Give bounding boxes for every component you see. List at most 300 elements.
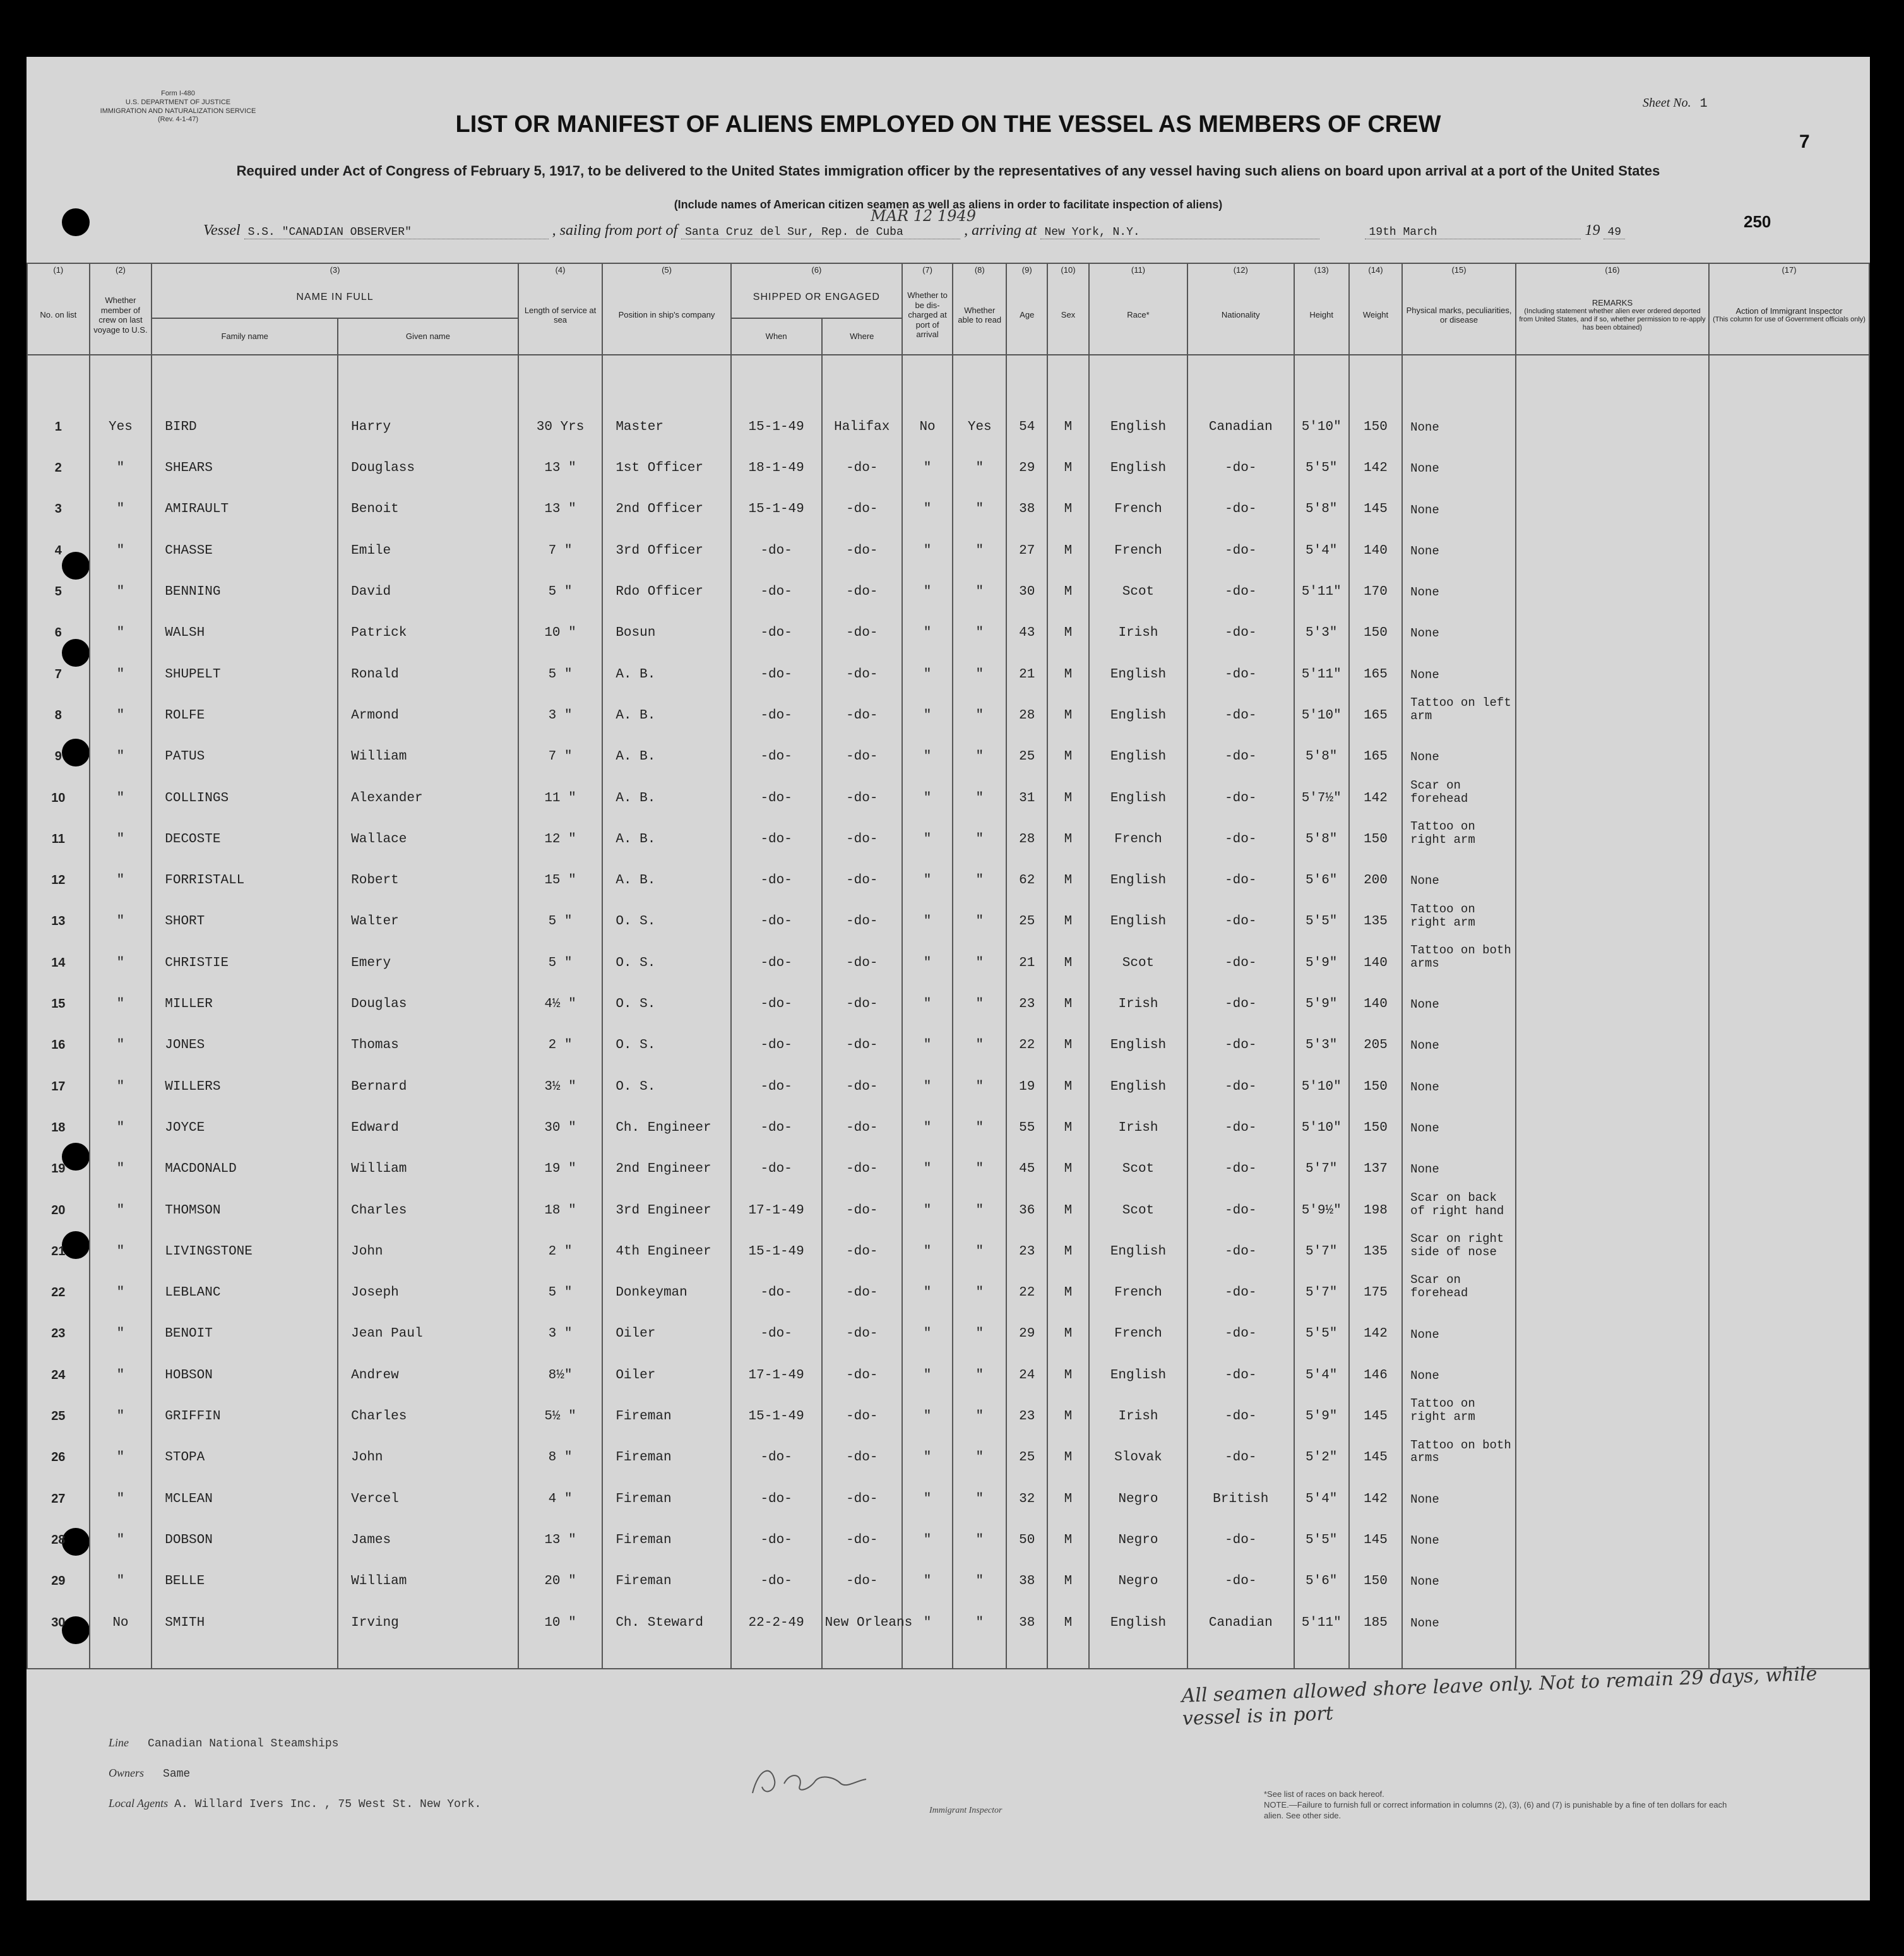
shipped-where: -do- bbox=[822, 682, 902, 723]
remarks-cell bbox=[1516, 1011, 1709, 1053]
sex: M bbox=[1047, 929, 1089, 970]
shipped-where: -do- bbox=[822, 847, 902, 888]
race: Negro bbox=[1089, 1506, 1187, 1548]
footer-agents-value: A. Willard Ivers Inc. , 75 West St. New York. bbox=[174, 1798, 482, 1811]
shipped-where: -do- bbox=[822, 764, 902, 805]
length-of-service: 13 " bbox=[518, 475, 603, 516]
table-row bbox=[27, 393, 1869, 434]
family-name: MACDONALD bbox=[152, 1135, 338, 1176]
shipped-when: -do- bbox=[731, 1053, 822, 1094]
table-row bbox=[27, 1300, 1869, 1341]
header-position: Position in ship's company bbox=[602, 277, 730, 355]
weight: 145 bbox=[1349, 1424, 1402, 1465]
physical-marks: None bbox=[1402, 599, 1516, 640]
page-subtitle-note: (Include names of American citizen seamen as well as aliens in order to facilitate inspection of aliens) bbox=[674, 198, 1223, 211]
row-number: 12 bbox=[27, 847, 90, 888]
member-last-voyage: " bbox=[90, 1383, 152, 1424]
given-name: Robert bbox=[338, 847, 518, 888]
length-of-service: 12 " bbox=[518, 806, 603, 847]
nationality: -do- bbox=[1187, 434, 1294, 475]
able-to-read: " bbox=[953, 1589, 1006, 1630]
column-number: (14) bbox=[1349, 263, 1402, 277]
position: Ch. Engineer bbox=[602, 1094, 730, 1135]
sex: M bbox=[1047, 434, 1089, 475]
row-number: 8 bbox=[27, 682, 90, 723]
length-of-service: 18 " bbox=[518, 1176, 603, 1217]
physical-marks: Tattoo on both arms bbox=[1402, 929, 1516, 970]
action-cell bbox=[1709, 1176, 1869, 1217]
row-number: 15 bbox=[27, 970, 90, 1011]
height: 5'7" bbox=[1294, 1259, 1349, 1300]
row-number: 16 bbox=[27, 1011, 90, 1053]
shipped-where: -do- bbox=[822, 1341, 902, 1382]
action-cell bbox=[1709, 640, 1869, 681]
age: 38 bbox=[1006, 475, 1047, 516]
action-cell bbox=[1709, 475, 1869, 516]
sex: M bbox=[1047, 970, 1089, 1011]
shipped-where: -do- bbox=[822, 723, 902, 764]
race: English bbox=[1089, 393, 1187, 434]
sex: M bbox=[1047, 1300, 1089, 1341]
shipped-when: -do- bbox=[731, 516, 822, 558]
weight: 175 bbox=[1349, 1259, 1402, 1300]
able-to-read: " bbox=[953, 1424, 1006, 1465]
corner-number: 7 bbox=[1799, 131, 1810, 152]
weight: 150 bbox=[1349, 1053, 1402, 1094]
member-last-voyage: No bbox=[90, 1589, 152, 1630]
family-name: WALSH bbox=[152, 599, 338, 640]
race: Irish bbox=[1089, 1094, 1187, 1135]
length-of-service: 11 " bbox=[518, 764, 603, 805]
remarks-cell bbox=[1516, 1259, 1709, 1300]
header-where: Where bbox=[822, 318, 902, 355]
table-row bbox=[27, 1506, 1869, 1548]
sex: M bbox=[1047, 723, 1089, 764]
action-cell bbox=[1709, 764, 1869, 805]
shipped-where: -do- bbox=[822, 1094, 902, 1135]
race: Scot bbox=[1089, 558, 1187, 599]
race: English bbox=[1089, 888, 1187, 929]
header-length-of-service: Length of service at sea bbox=[518, 277, 603, 355]
able-to-read: " bbox=[953, 847, 1006, 888]
member-last-voyage: " bbox=[90, 1465, 152, 1506]
sex: M bbox=[1047, 1589, 1089, 1630]
action-cell bbox=[1709, 682, 1869, 723]
shipped-where: -do- bbox=[822, 1548, 902, 1589]
length-of-service: 8½" bbox=[518, 1341, 603, 1382]
shipped-when: -do- bbox=[731, 723, 822, 764]
weight: 165 bbox=[1349, 723, 1402, 764]
table-row bbox=[27, 1341, 1869, 1382]
nationality: -do- bbox=[1187, 806, 1294, 847]
race: English bbox=[1089, 1589, 1187, 1630]
shipped-where: Halifax bbox=[822, 393, 902, 434]
age: 22 bbox=[1006, 1011, 1047, 1053]
able-to-read: " bbox=[953, 1300, 1006, 1341]
position: Fireman bbox=[602, 1506, 730, 1548]
position: 3rd Officer bbox=[602, 516, 730, 558]
height: 5'7" bbox=[1294, 1218, 1349, 1259]
length-of-service: 20 " bbox=[518, 1548, 603, 1589]
sex: M bbox=[1047, 1094, 1089, 1135]
family-name: JOYCE bbox=[152, 1094, 338, 1135]
physical-marks: None bbox=[1402, 1011, 1516, 1053]
remarks-cell bbox=[1516, 434, 1709, 475]
sex: M bbox=[1047, 516, 1089, 558]
position: Fireman bbox=[602, 1424, 730, 1465]
age: 30 bbox=[1006, 558, 1047, 599]
height: 5'6" bbox=[1294, 847, 1349, 888]
row-number: 22 bbox=[27, 1259, 90, 1300]
sex: M bbox=[1047, 1135, 1089, 1176]
shipped-when: -do- bbox=[731, 1506, 822, 1548]
height: 5'5" bbox=[1294, 434, 1349, 475]
crew-table bbox=[27, 263, 1870, 1669]
age: 55 bbox=[1006, 1094, 1047, 1135]
shipped-where: -do- bbox=[822, 1506, 902, 1548]
length-of-service: 30 Yrs bbox=[518, 393, 603, 434]
row-number: 7 bbox=[27, 640, 90, 681]
given-name: Alexander bbox=[338, 764, 518, 805]
to-be-discharged: " bbox=[902, 475, 953, 516]
column-number: (5) bbox=[602, 263, 730, 277]
remarks-cell bbox=[1516, 723, 1709, 764]
row-number: 28 bbox=[27, 1506, 90, 1548]
given-name: David bbox=[338, 558, 518, 599]
row-number: 10 bbox=[27, 764, 90, 805]
remarks-cell bbox=[1516, 888, 1709, 929]
column-number: (2) bbox=[90, 263, 152, 277]
position: Fireman bbox=[602, 1465, 730, 1506]
shipped-where: -do- bbox=[822, 1053, 902, 1094]
action-cell bbox=[1709, 888, 1869, 929]
member-last-voyage: " bbox=[90, 434, 152, 475]
weight: 142 bbox=[1349, 1465, 1402, 1506]
given-name: James bbox=[338, 1506, 518, 1548]
family-name: THOMSON bbox=[152, 1176, 338, 1217]
able-to-read: " bbox=[953, 1094, 1006, 1135]
able-to-read: " bbox=[953, 764, 1006, 805]
age: 23 bbox=[1006, 1218, 1047, 1259]
weight: 140 bbox=[1349, 929, 1402, 970]
height: 5'11" bbox=[1294, 558, 1349, 599]
nationality: -do- bbox=[1187, 723, 1294, 764]
height: 5'5" bbox=[1294, 1506, 1349, 1548]
weight: 205 bbox=[1349, 1011, 1402, 1053]
height: 5'4" bbox=[1294, 1341, 1349, 1382]
shipped-where: -do- bbox=[822, 1259, 902, 1300]
action-cell bbox=[1709, 393, 1869, 434]
table-row bbox=[27, 682, 1869, 723]
given-name: William bbox=[338, 1135, 518, 1176]
column-number: (8) bbox=[953, 263, 1006, 277]
nationality: -do- bbox=[1187, 1259, 1294, 1300]
race: English bbox=[1089, 1341, 1187, 1382]
shipped-when: 15-1-49 bbox=[731, 475, 822, 516]
remarks-cell bbox=[1516, 475, 1709, 516]
nationality: -do- bbox=[1187, 1053, 1294, 1094]
footer-line bbox=[109, 1736, 338, 1750]
header-nationality: Nationality bbox=[1187, 277, 1294, 355]
age: 23 bbox=[1006, 1383, 1047, 1424]
physical-marks: None bbox=[1402, 723, 1516, 764]
action-cell bbox=[1709, 929, 1869, 970]
table-row bbox=[27, 1135, 1869, 1176]
footnote-penalty: NOTE.—Failure to furnish full or correct information in columns (2), (3), (6) and (7) is punishable by a fine of ten dollars for each alien. See other side. bbox=[1264, 1799, 1727, 1820]
physical-marks: None bbox=[1402, 393, 1516, 434]
to-be-discharged: " bbox=[902, 682, 953, 723]
physical-marks: Tattoo on left arm bbox=[1402, 682, 1516, 723]
height: 5'10" bbox=[1294, 393, 1349, 434]
shipped-when: 17-1-49 bbox=[731, 1341, 822, 1382]
height: 5'4" bbox=[1294, 516, 1349, 558]
table-row bbox=[27, 970, 1869, 1011]
shipped-where: -do- bbox=[822, 1011, 902, 1053]
to-be-discharged: " bbox=[902, 888, 953, 929]
given-name: William bbox=[338, 723, 518, 764]
position: Fireman bbox=[602, 1383, 730, 1424]
height: 5'3" bbox=[1294, 599, 1349, 640]
column-number: (10) bbox=[1047, 263, 1089, 277]
position: O. S. bbox=[602, 929, 730, 970]
remarks-cell bbox=[1516, 393, 1709, 434]
table-row bbox=[27, 723, 1869, 764]
family-name: PATUS bbox=[152, 723, 338, 764]
given-name: Patrick bbox=[338, 599, 518, 640]
physical-marks: None bbox=[1402, 434, 1516, 475]
weight: 150 bbox=[1349, 599, 1402, 640]
member-last-voyage: " bbox=[90, 1506, 152, 1548]
member-last-voyage: " bbox=[90, 929, 152, 970]
given-name: Irving bbox=[338, 1589, 518, 1630]
nationality: -do- bbox=[1187, 682, 1294, 723]
nationality: -do- bbox=[1187, 1383, 1294, 1424]
able-to-read: " bbox=[953, 1011, 1006, 1053]
member-last-voyage: " bbox=[90, 1011, 152, 1053]
race: Negro bbox=[1089, 1465, 1187, 1506]
age: 25 bbox=[1006, 888, 1047, 929]
sex: M bbox=[1047, 888, 1089, 929]
race: English bbox=[1089, 1053, 1187, 1094]
position: O. S. bbox=[602, 970, 730, 1011]
weight: 185 bbox=[1349, 1589, 1402, 1630]
member-last-voyage: Yes bbox=[90, 393, 152, 434]
to-be-discharged: " bbox=[902, 764, 953, 805]
able-to-read: " bbox=[953, 970, 1006, 1011]
nationality: -do- bbox=[1187, 764, 1294, 805]
member-last-voyage: " bbox=[90, 1341, 152, 1382]
able-to-read: " bbox=[953, 475, 1006, 516]
remarks-cell bbox=[1516, 1383, 1709, 1424]
physical-marks: None bbox=[1402, 1135, 1516, 1176]
able-to-read: " bbox=[953, 888, 1006, 929]
position: A. B. bbox=[602, 847, 730, 888]
row-number: 6 bbox=[27, 599, 90, 640]
family-name: DECOSTE bbox=[152, 806, 338, 847]
nationality: -do- bbox=[1187, 1506, 1294, 1548]
height: 5'7" bbox=[1294, 1135, 1349, 1176]
action-cell bbox=[1709, 1341, 1869, 1382]
remarks-cell bbox=[1516, 970, 1709, 1011]
physical-marks: None bbox=[1402, 1300, 1516, 1341]
nationality: -do- bbox=[1187, 1341, 1294, 1382]
column-number: (11) bbox=[1089, 263, 1187, 277]
physical-marks: Scar on forehead bbox=[1402, 764, 1516, 805]
shipped-where: -do- bbox=[822, 1135, 902, 1176]
family-name: DOBSON bbox=[152, 1506, 338, 1548]
position: Ch. Steward bbox=[602, 1589, 730, 1630]
physical-marks: None bbox=[1402, 847, 1516, 888]
nationality: -do- bbox=[1187, 888, 1294, 929]
physical-marks: None bbox=[1402, 1341, 1516, 1382]
race: English bbox=[1089, 682, 1187, 723]
shipped-where: -do- bbox=[822, 516, 902, 558]
row-number: 19 bbox=[27, 1135, 90, 1176]
position: O. S. bbox=[602, 1011, 730, 1053]
table-row bbox=[27, 558, 1869, 599]
height: 5'10" bbox=[1294, 1053, 1349, 1094]
column-number: (1) bbox=[27, 263, 90, 277]
row-number: 9 bbox=[27, 723, 90, 764]
given-name: Douglas bbox=[338, 970, 518, 1011]
nationality: -do- bbox=[1187, 1218, 1294, 1259]
given-name: Charles bbox=[338, 1176, 518, 1217]
physical-marks: Tattoo on both arms bbox=[1402, 1424, 1516, 1465]
member-last-voyage: " bbox=[90, 1424, 152, 1465]
weight: 170 bbox=[1349, 558, 1402, 599]
row-number: 13 bbox=[27, 888, 90, 929]
family-name: LEBLANC bbox=[152, 1259, 338, 1300]
weight: 140 bbox=[1349, 516, 1402, 558]
row-number: 1 bbox=[27, 393, 90, 434]
table-row bbox=[27, 888, 1869, 929]
given-name: Vercel bbox=[338, 1465, 518, 1506]
weight: 150 bbox=[1349, 393, 1402, 434]
member-last-voyage: " bbox=[90, 970, 152, 1011]
to-be-discharged: No bbox=[902, 393, 953, 434]
nationality: -do- bbox=[1187, 599, 1294, 640]
sex: M bbox=[1047, 1424, 1089, 1465]
given-name: Andrew bbox=[338, 1341, 518, 1382]
family-name: ROLFE bbox=[152, 682, 338, 723]
sex: M bbox=[1047, 1259, 1089, 1300]
form-number: Form I-480 bbox=[161, 90, 195, 97]
remarks-cell bbox=[1516, 558, 1709, 599]
age: 21 bbox=[1006, 640, 1047, 681]
height: 5'4" bbox=[1294, 1465, 1349, 1506]
sex: M bbox=[1047, 558, 1089, 599]
shipped-where: -do- bbox=[822, 558, 902, 599]
shipped-where: -do- bbox=[822, 1465, 902, 1506]
age: 38 bbox=[1006, 1548, 1047, 1589]
nationality: Canadian bbox=[1187, 393, 1294, 434]
to-be-discharged: " bbox=[902, 929, 953, 970]
member-last-voyage: " bbox=[90, 723, 152, 764]
member-last-voyage: " bbox=[90, 1548, 152, 1589]
handwritten-number: 250 bbox=[1744, 212, 1771, 231]
given-name: Ronald bbox=[338, 640, 518, 681]
action-cell bbox=[1709, 516, 1869, 558]
physical-marks: None bbox=[1402, 1465, 1516, 1506]
nationality: Canadian bbox=[1187, 1589, 1294, 1630]
family-name: SHEARS bbox=[152, 434, 338, 475]
weight: 150 bbox=[1349, 806, 1402, 847]
race: Negro bbox=[1089, 1548, 1187, 1589]
member-last-voyage: " bbox=[90, 599, 152, 640]
member-last-voyage: " bbox=[90, 1053, 152, 1094]
header-family-name: Family name bbox=[152, 318, 338, 355]
given-name: Joseph bbox=[338, 1259, 518, 1300]
remarks-cell bbox=[1516, 1094, 1709, 1135]
table-row bbox=[27, 1218, 1869, 1259]
remarks-cell bbox=[1516, 847, 1709, 888]
family-name: SHUPELT bbox=[152, 640, 338, 681]
sex: M bbox=[1047, 393, 1089, 434]
to-be-discharged: " bbox=[902, 1300, 953, 1341]
binder-hole bbox=[62, 208, 90, 236]
remarks-cell bbox=[1516, 1548, 1709, 1589]
nationality: -do- bbox=[1187, 558, 1294, 599]
row-number: 24 bbox=[27, 1341, 90, 1382]
length-of-service: 2 " bbox=[518, 1011, 603, 1053]
age: 29 bbox=[1006, 434, 1047, 475]
remarks-cell bbox=[1516, 1424, 1709, 1465]
remarks-cell bbox=[1516, 806, 1709, 847]
column-number: (3) bbox=[152, 263, 518, 277]
family-name: BELLE bbox=[152, 1548, 338, 1589]
table-row bbox=[27, 847, 1869, 888]
sex: M bbox=[1047, 1053, 1089, 1094]
height: 5'9" bbox=[1294, 970, 1349, 1011]
remarks-cell bbox=[1516, 1135, 1709, 1176]
shipped-where: New Orleans bbox=[822, 1589, 902, 1630]
member-last-voyage: " bbox=[90, 1135, 152, 1176]
shipped-where: -do- bbox=[822, 1383, 902, 1424]
race: English bbox=[1089, 1218, 1187, 1259]
nationality: -do- bbox=[1187, 1424, 1294, 1465]
sex: M bbox=[1047, 1506, 1089, 1548]
position: Rdo Officer bbox=[602, 558, 730, 599]
header-action-title: Action of Immigrant Inspector bbox=[1735, 306, 1843, 316]
member-last-voyage: " bbox=[90, 475, 152, 516]
physical-marks: Scar on forehead bbox=[1402, 1259, 1516, 1300]
row-number: 18 bbox=[27, 1094, 90, 1135]
height: 5'8" bbox=[1294, 723, 1349, 764]
able-to-read: Yes bbox=[953, 393, 1006, 434]
column-number: (12) bbox=[1187, 263, 1294, 277]
weight: 142 bbox=[1349, 434, 1402, 475]
remarks-cell bbox=[1516, 764, 1709, 805]
table-row bbox=[27, 1176, 1869, 1217]
header-remarks-title: REMARKS bbox=[1592, 297, 1633, 307]
position: Donkeyman bbox=[602, 1259, 730, 1300]
action-cell bbox=[1709, 1053, 1869, 1094]
sex: M bbox=[1047, 764, 1089, 805]
to-be-discharged: " bbox=[902, 599, 953, 640]
race: French bbox=[1089, 475, 1187, 516]
member-last-voyage: " bbox=[90, 516, 152, 558]
member-last-voyage: " bbox=[90, 1300, 152, 1341]
column-number: (7) bbox=[902, 263, 953, 277]
header-age: Age bbox=[1006, 277, 1047, 355]
position: Master bbox=[602, 393, 730, 434]
header-remarks-sub: (Including statement whether alien ever ordered deported from United States, and if so, whether permission to re-apply has been obtained) bbox=[1519, 307, 1706, 332]
shipped-when: -do- bbox=[731, 970, 822, 1011]
family-name: AMIRAULT bbox=[152, 475, 338, 516]
able-to-read: " bbox=[953, 1259, 1006, 1300]
race: English bbox=[1089, 723, 1187, 764]
family-name: GRIFFIN bbox=[152, 1383, 338, 1424]
